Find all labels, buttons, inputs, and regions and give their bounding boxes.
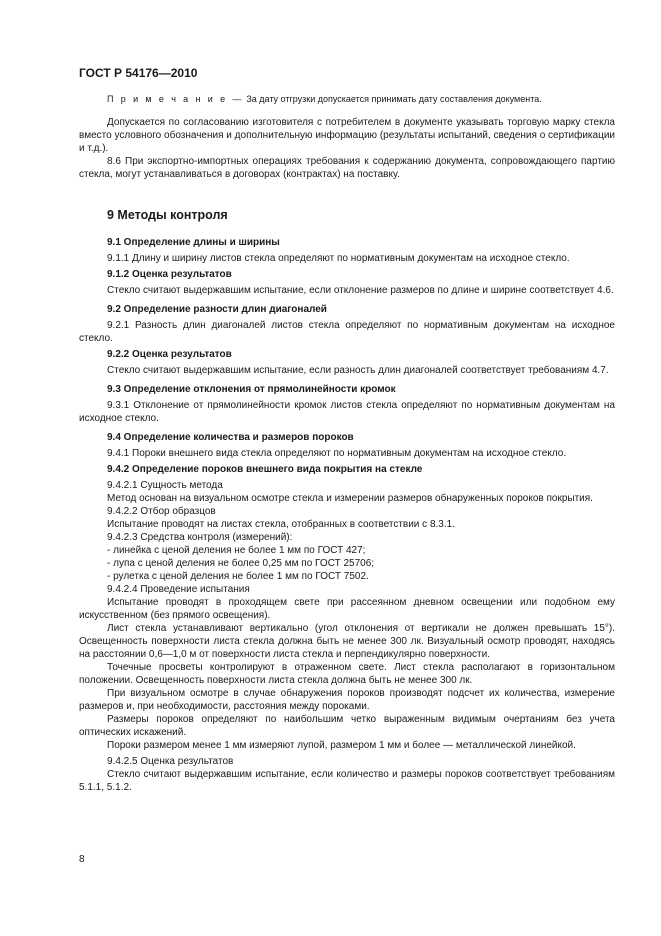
heading-9-4-2-1: 9.4.2.1 Сущность метода xyxy=(107,480,223,491)
paragraph-9-4-2-4-d: При визуальном осмотре в случае обнаружения пороков производят подсчет их количества, измерение размеров и, при необходимости, расстояния между пороками. xyxy=(79,688,615,712)
heading-9-4-2-2: 9.4.2.2 Отбор образцов xyxy=(107,506,216,517)
heading-9-4-2: 9.4.2 Определение пороков внешнего вида покрытия на стекле xyxy=(107,464,423,475)
paragraph-9-4-2-1: Метод основан на визуальном осмотре стекла и измерении размеров обнаруженных пороков покрытия. xyxy=(107,493,593,504)
paragraph-9-4-2-5: Стекло считают выдержавшим испытание, если количество и размеры пороков соответствует требованиям 5.1.1, 5.1.2. xyxy=(79,769,615,793)
document-header: ГОСТ Р 54176—2010 xyxy=(79,66,198,80)
paragraph-8-6: 8.6 При экспортно-импортных операциях требования к содержанию документа, сопровождающего партию стекла, могут устанавливаться в договорах (контрактах) на поставку. xyxy=(79,156,615,180)
paragraph-9-2-2: Стекло считают выдержавшим испытание, если разность длин диагоналей соответствует требованиям 4.7. xyxy=(107,365,609,376)
paragraph-9-4-1: 9.4.1 Пороки внешнего вида стекла определяют по нормативным документам на исходное стекло. xyxy=(107,448,567,459)
heading-9-4-2-5: 9.4.2.5 Оценка результатов xyxy=(107,756,234,767)
paragraph-9-4-2-4-c: Точечные просветы контролируют в отраженном свете. Лист стекла располагают в горизонтальном положении. Освещенность поверхности листа стекла должна быть не менее 300 лк. xyxy=(79,662,615,686)
paragraph-9-4-2-4-b: Лист стекла устанавливают вертикально (угол отклонения от вертикали не должен превышать 15°). Освещенность поверхности листа стекла должна быть не менее 300 лк. Визуальный осмотр проводят, находясь на расстоянии 0,6—1,0 м от поверхности листа стекла и перпендикулярно поверхности. xyxy=(79,623,615,660)
heading-9-2: 9.2 Определение разности длин диагоналей xyxy=(107,304,327,315)
paragraph-9-3-1: 9.3.1 Отклонение от прямолинейности кромок листов стекла определяют по нормативным документам на исходное стекло. xyxy=(79,400,615,424)
heading-9-2-2: 9.2.2 Оценка результатов xyxy=(107,349,232,360)
paragraph-9-1-1: 9.1.1 Длину и ширину листов стекла определяют по нормативным документам на исходное стекло. xyxy=(107,253,570,264)
paragraph-9-2-1: 9.2.1 Разность длин диагоналей листов стекла определяют по нормативным документам на исходное стекло. xyxy=(79,320,615,344)
heading-9-4-2-3: 9.4.2.3 Средства контроля (измерений): xyxy=(107,532,293,543)
paragraph-9-4-2-4-f: Пороки размером менее 1 мм измеряют лупой, размером 1 мм и более — металлической линейкой. xyxy=(107,740,576,751)
heading-9-4: 9.4 Определение количества и размеров пороков xyxy=(107,432,354,443)
note xyxy=(79,93,615,106)
paragraph-9-1-2: Стекло считают выдержавшим испытание, если отклонение размеров по длине и ширине соответствует 4.6. xyxy=(107,285,614,296)
paragraph-9-4-2-4-a: Испытание проводят в проходящем свете при рассеянном дневном освещении или подобном ему искусственном (без прямого освещения). xyxy=(79,597,615,621)
paragraph-9-4-2-2: Испытание проводят на листах стекла, отобранных в соответствии с 8.3.1. xyxy=(107,519,455,530)
list-item-ruler: - линейка с ценой деления не более 1 мм по ГОСТ 427; xyxy=(107,545,366,556)
note-text: За дату отгрузки допускается принимать дату составления документа. xyxy=(246,94,542,104)
page-number: 8 xyxy=(79,854,85,865)
heading-9-1-2: 9.1.2 Оценка результатов xyxy=(107,269,232,280)
heading-9-3: 9.3 Определение отклонения от прямолинейности кромок xyxy=(107,384,396,395)
list-item-magnifier: - лупа с ценой деления не более 0,25 мм по ГОСТ 25706; xyxy=(107,558,375,569)
heading-9-4-2-4: 9.4.2.4 Проведение испытания xyxy=(107,584,250,595)
section-title: 9 Методы контроля xyxy=(107,208,228,222)
page-body xyxy=(79,93,615,794)
note-label: П р и м е ч а н и е — xyxy=(107,94,244,104)
paragraph-9-4-2-4-e: Размеры пороков определяют по наибольшим четко выраженным видимым очертаниям без учета оптических искажений. xyxy=(79,714,615,738)
heading-9-1: 9.1 Определение длины и ширины xyxy=(107,237,280,248)
paragraph-trademark: Допускается по согласованию изготовителя с потребителем в документе указывать торговую марку стекла вместо условного обозначения и дополнительную информацию (результаты испытаний, сведения о сертификации и т.д.). xyxy=(79,117,615,154)
list-item-tape: - рулетка с ценой деления не более 1 мм по ГОСТ 7502. xyxy=(107,571,369,582)
